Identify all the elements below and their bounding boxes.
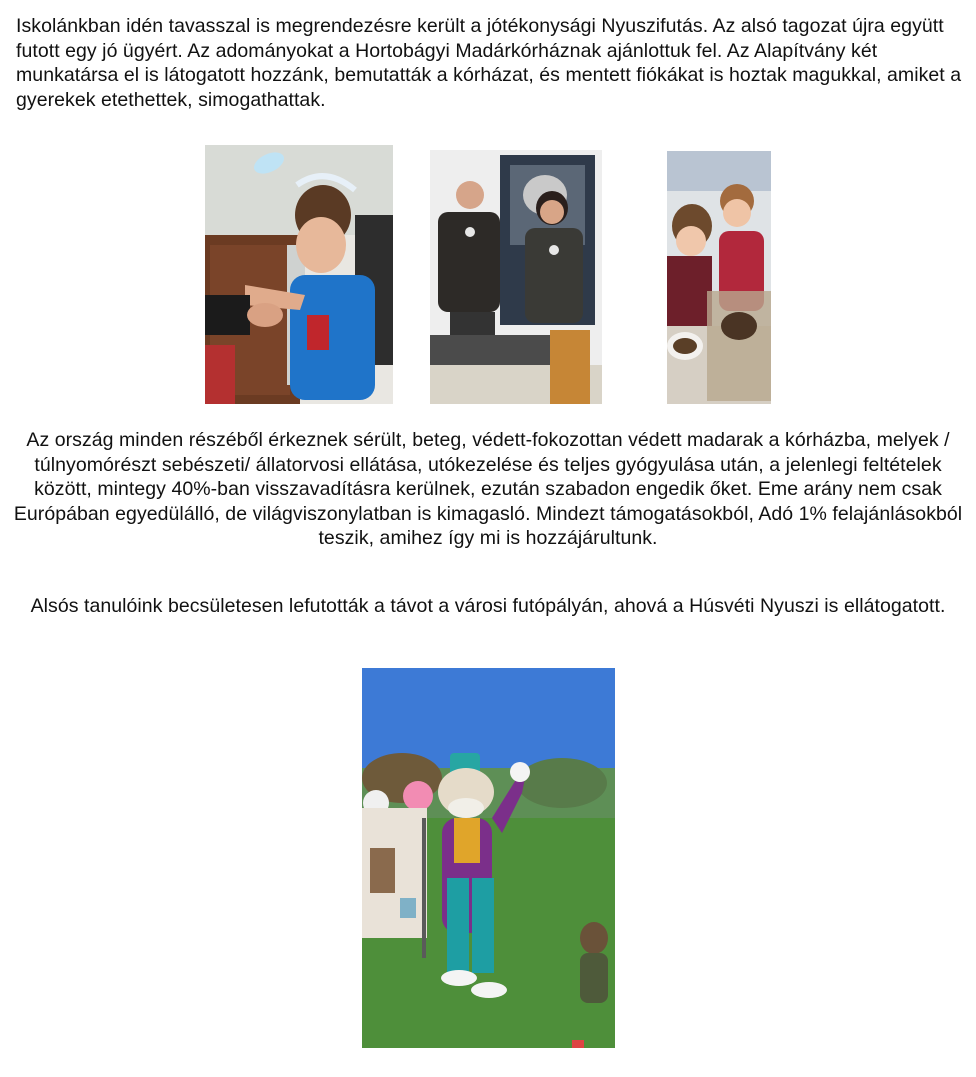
children-feeding-chicks-photo [667,151,771,404]
boy-with-bunny-ears-photo [205,145,393,404]
easter-bunny-mascot-photo [362,668,615,1048]
bird-hospital-paragraph: Az ország minden részéből érkeznek sérült, beteg, védett-fokozottan védett madarak a kórházba, melyek / túlnyomórészt sebészeti/ állatorvosi ellátása, utókezelése és teljes gyógyulása után, a jelenlegi feltételek között, mintegy 40%-ban visszavadításra kerülnek, ezután szabadon engedik őket. Eme arány nem csak Európában egyedülálló, de világviszonylatban is kimagasló. Mindezt támogatásokból, Adó 1% felajánlásokból teszik, amihez így mi is hozzájárultunk. [13,429,963,549]
run-paragraph: Alsós tanulóink becsületesen lefutották a távot a városi futópályán, ahová a Húsvéti Nyuszi is ellátogatott. [30,595,946,617]
intro-paragraph: Iskolánkban idén tavasszal is megrendezésre került a jótékonysági Nyuszifutás. Az alsó tagozat újra együtt futott egy jó ügyért. Az adományokat a Hortobágyi Madárkórháznak ajánlottuk fel. Az Alapítvány két munkatársa el is látogatott hozzánk, bemutatták a kórházat, és mentett fiókákat is hoztak magukkal, amiket a gyerekek etethettek, simogathattak. [16,15,962,111]
bird-hospital-staff-photo [430,150,602,404]
